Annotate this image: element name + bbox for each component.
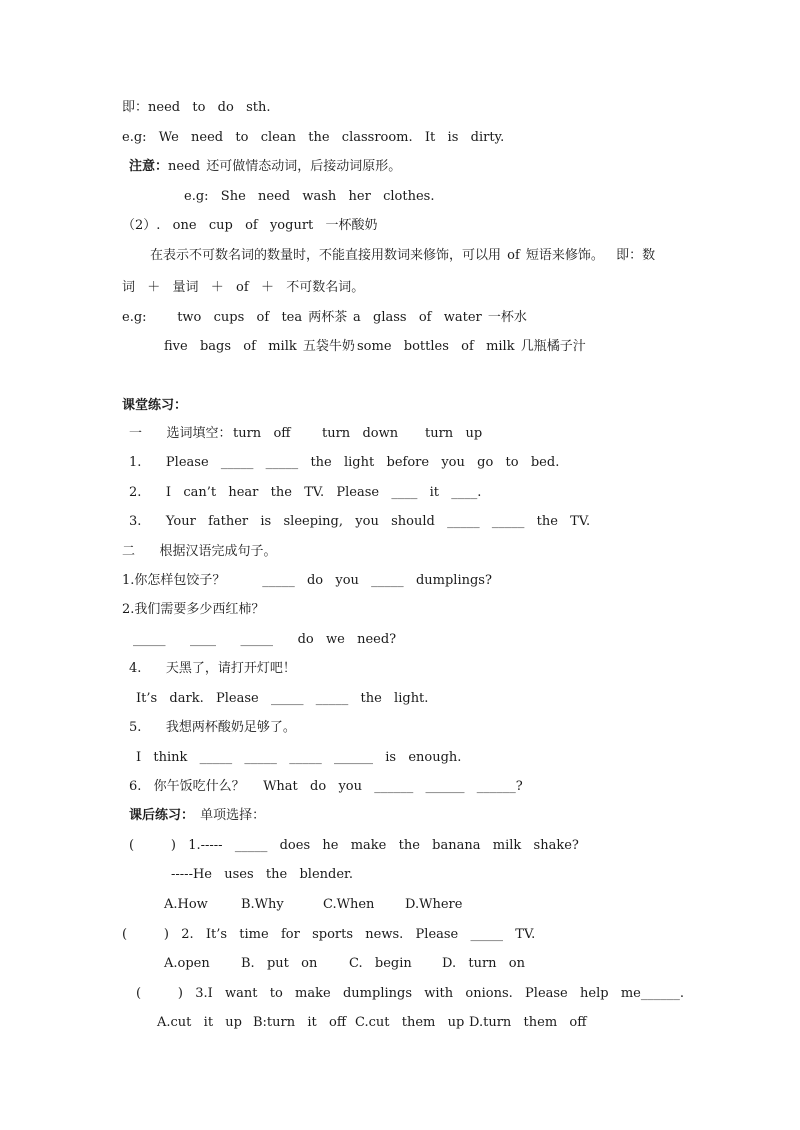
choice-option: A.cut it up — [157, 1015, 243, 1030]
choice-option: D.Where — [405, 897, 463, 912]
exercise-answer-line: _____ ____ _____ do we need? — [133, 632, 397, 647]
note-text: need 还可做情态动词，后接动词原形。 — [168, 159, 402, 174]
choice-question: ( ) 1.----- _____ does he make the banana milk shake? — [129, 838, 579, 853]
part1-option: turn up — [425, 426, 483, 441]
choice-reply: -----He uses the blender. — [171, 867, 353, 882]
homework-subtitle: 单项选择： — [194, 808, 266, 823]
exercise-question: 1. Please _____ _____ the light before you go to bed. — [129, 455, 560, 470]
exercise-question: 2.我们需要多少西红柿？ — [122, 602, 265, 617]
homework-heading: 课后练习： — [129, 808, 195, 823]
choice-option: D. turn on — [442, 956, 526, 971]
section-line: （2）. one cup of yogurt 一杯酸奶 — [122, 218, 378, 233]
note-line — [129, 158, 401, 176]
choice-option: C.cut them up — [355, 1015, 465, 1030]
paragraph-line: 在表示不可数名词的数量时，不能直接用数词来修饰，可以用 of 短语来修饰。 即：数 — [150, 248, 656, 263]
choice-option: B. put on — [241, 956, 318, 971]
exercise-question: 6. 你午饭吃什么？ What do you ______ ______ ______? — [129, 779, 523, 794]
example-line: e.g: two cups of tea 两杯茶 — [122, 310, 348, 325]
example-line: a glass of water 一杯水 — [353, 310, 527, 325]
homework-line — [129, 807, 265, 825]
example-line: e.g: We need to clean the classroom. It is dirty. — [122, 130, 505, 145]
part1-title: 一 选词填空： — [129, 426, 232, 441]
exercise-question: 2. I can’t hear the TV. Please ____ it ____. — [129, 485, 482, 500]
exercise-question: 5. 我想两杯酸奶足够了。 — [129, 720, 296, 735]
choice-option: D.turn them off — [469, 1015, 587, 1030]
example-line: five bags of milk 五袋牛奶 — [164, 339, 355, 354]
part1-option: turn down — [322, 426, 399, 441]
choice-option: A.How — [164, 897, 208, 912]
part2-title: 二 根据汉语完成句子。 — [122, 544, 277, 559]
paragraph-line: 词 ＋ 量词 ＋ of ＋ 不可数名词。 — [122, 280, 365, 295]
grammar-line: 即：need to do sth. — [122, 100, 271, 115]
choice-option: C.When — [323, 897, 375, 912]
example-line: e.g: She need wash her clothes. — [184, 189, 435, 204]
note-label: 注意： — [129, 159, 169, 174]
choice-option: B.Why — [241, 897, 284, 912]
choice-option: B:turn it off — [253, 1015, 347, 1030]
exercise-question: 4. 天黑了，请打开灯吧！ — [129, 661, 296, 676]
exercise-question: 3. Your father is sleeping, you should _____ _____ the TV. — [129, 514, 591, 529]
choice-question: ( ) 3.I want to make dumplings with onions. Please help me______. — [136, 986, 684, 1001]
classwork-heading: 课堂练习： — [122, 398, 188, 413]
choice-option: A.open — [164, 956, 210, 971]
exercise-answer-line: I think _____ _____ _____ ______ is enough. — [136, 750, 462, 765]
choice-question: ( ) 2. It’s time for sports news. Please _____ TV. — [122, 927, 536, 942]
exercise-question: 1.你怎样包饺子？ _____ do you _____ dumplings? — [122, 573, 492, 588]
part1-option: turn off — [233, 426, 291, 441]
choice-option: C. begin — [349, 956, 412, 971]
exercise-answer-line: It’s dark. Please _____ _____ the light. — [136, 691, 429, 706]
example-line: some bottles of milk 几瓶橘子汁 — [357, 339, 586, 354]
